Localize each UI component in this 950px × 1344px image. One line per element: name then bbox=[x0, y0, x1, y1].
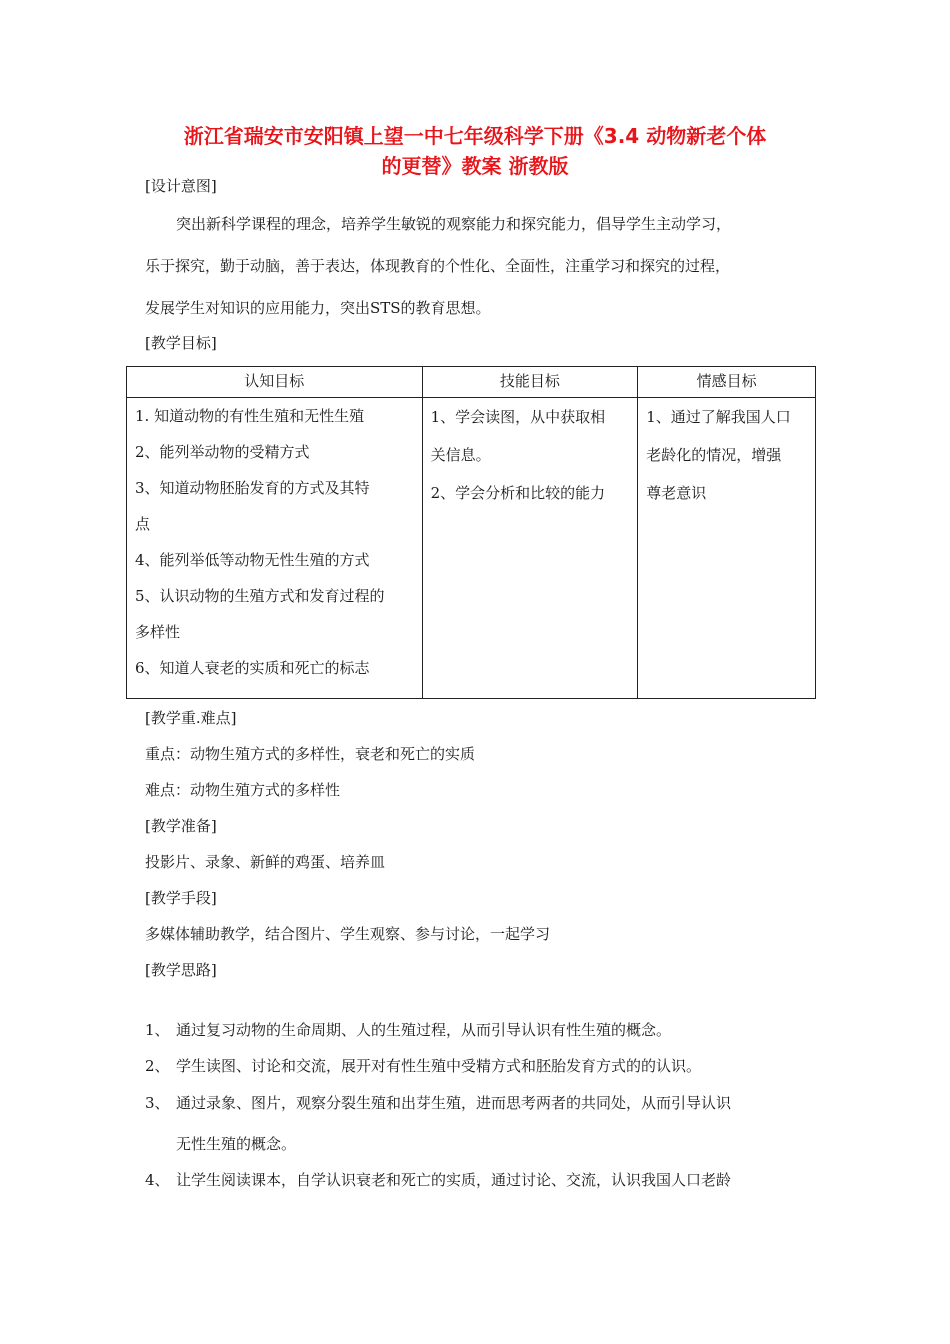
emotion-goal-line: 1、通过了解我国人口 bbox=[646, 408, 791, 426]
emotion-goal-line: 尊老意识 bbox=[646, 484, 707, 502]
means-text: 多媒体辅助教学，结合图片、学生观察、参与讨论，一起学习 bbox=[145, 925, 551, 943]
approach-item-text: 通过复习动物的生命周期、人的生殖过程，从而引导认识有性生殖的概念。 bbox=[176, 1021, 672, 1039]
approach-item-text: 通过录象、图片，观察分裂生殖和出芽生殖，进而思考两者的共同处，从而引导认识 bbox=[176, 1094, 732, 1112]
skill-goals-cell bbox=[422, 398, 638, 699]
column-header-skill: 技能目标 bbox=[422, 367, 638, 398]
skill-goal-line: 关信息。 bbox=[430, 446, 491, 464]
title-line-1: 浙江省瑞安市安阳镇上望一中七年级科学下册《3.4 动物新老个体 bbox=[183, 124, 767, 148]
key-points-heading: [教学重.难点] bbox=[145, 709, 237, 727]
preparation-heading: [教学准备] bbox=[145, 817, 217, 835]
design-intent-heading: [设计意图] bbox=[145, 177, 217, 195]
cognitive-goal-line: 6、知道人衰老的实质和死亡的标志 bbox=[135, 659, 370, 677]
title-line-2: 的更替》教案 浙教版 bbox=[381, 154, 569, 178]
emotion-goals-cell bbox=[638, 398, 816, 699]
goals-heading: [教学目标] bbox=[145, 334, 217, 352]
cognitive-goal-line: 点 bbox=[135, 515, 151, 533]
goals-table-header-row bbox=[127, 367, 816, 398]
goals-table bbox=[126, 366, 816, 699]
approach-item-number: 4、 bbox=[145, 1171, 170, 1189]
column-header-cognitive: 认知目标 bbox=[127, 367, 423, 398]
approach-item-number: 1、 bbox=[145, 1021, 170, 1039]
difficulty-text: 难点：动物生殖方式的多样性 bbox=[145, 781, 341, 799]
column-header-emotion: 情感目标 bbox=[638, 367, 816, 398]
skill-goal-line: 1、学会读图，从中获取相 bbox=[430, 408, 606, 426]
key-point-text: 重点：动物生殖方式的多样性，衰老和死亡的实质 bbox=[145, 745, 476, 763]
goals-table-body-row bbox=[127, 398, 816, 699]
approach-item-number: 2、 bbox=[145, 1057, 170, 1075]
design-intent-line-1: 突出新科学课程的理念，培养学生敏锐的观察能力和探究能力，倡导学生主动学习， bbox=[176, 215, 732, 233]
cognitive-goal-line: 4、能列举低等动物无性生殖的方式 bbox=[135, 551, 370, 569]
cognitive-goal-line: 多样性 bbox=[135, 623, 181, 641]
design-intent-line-2: 乐于探究，勤于动脑，善于表达，体现教育的个性化、全面性，注重学习和探究的过程， bbox=[145, 257, 731, 275]
cognitive-goal-line: 5、认识动物的生殖方式和发育过程的 bbox=[135, 587, 385, 605]
cognitive-goals-cell bbox=[127, 398, 423, 699]
preparation-text: 投影片、录象、新鲜的鸡蛋、培养皿 bbox=[145, 853, 386, 871]
means-heading: [教学手段] bbox=[145, 889, 217, 907]
design-intent-line-3: 发展学生对知识的应用能力，突出STS的教育思想。 bbox=[145, 299, 491, 317]
skill-goal-line: 2、学会分析和比较的能力 bbox=[430, 484, 606, 502]
approach-item-text: 学生读图、讨论和交流，展开对有性生殖中受精方式和胚胎发育方式的的认识。 bbox=[176, 1057, 702, 1075]
cognitive-goal-line: 3、知道动物胚胎发育的方式及其特 bbox=[135, 479, 370, 497]
cognitive-goal-line: 2、能列举动物的受精方式 bbox=[135, 443, 310, 461]
emotion-goal-line: 老龄化的情况，增强 bbox=[646, 446, 782, 464]
approach-item-text: 让学生阅读课本，自学认识衰老和死亡的实质，通过讨论、交流，认识我国人口老龄 bbox=[176, 1171, 732, 1189]
cognitive-goal-line: 1. 知道动物的有性生殖和无性生殖 bbox=[135, 407, 365, 425]
approach-heading: [教学思路] bbox=[145, 961, 217, 979]
document-title bbox=[120, 121, 830, 181]
approach-item-number: 3、 bbox=[145, 1094, 170, 1112]
approach-item-continuation: 无性生殖的概念。 bbox=[176, 1135, 297, 1153]
